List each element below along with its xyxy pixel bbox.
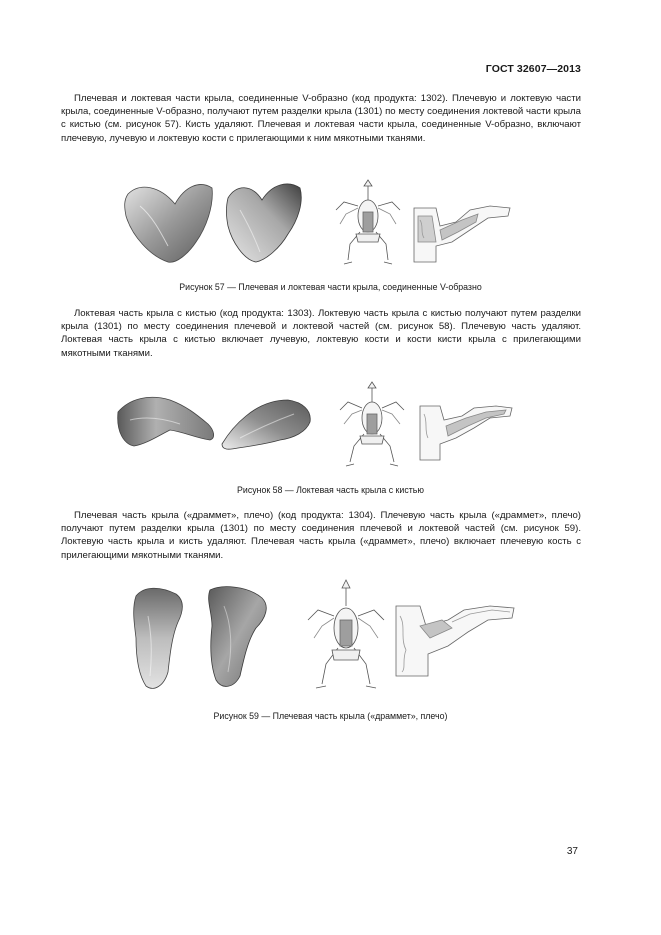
- chicken-skeleton-diagram-58: [340, 382, 404, 466]
- chicken-skeleton-diagram-57: [336, 180, 400, 264]
- figure-59-caption: Рисунок 59 — Плечевая часть крыла («драммет», плечо): [213, 711, 448, 721]
- v-wing-photo-1: [125, 185, 213, 263]
- page-number: 37: [566, 846, 578, 857]
- paragraph-1304: Плечевая часть крыла («драммет», плечо) (код продукта: 1304). Плечевую часть крыла («драммет», плечо) получают путем разделки крыла (1301) по месту соединения плечевой и локтевой частей (см. рисунок 59). Локтевую часть крыла и кисть удаляют. Плечевая часть крыла («драммет», плечо) включает плечевую кость с прилегающими мякотными тканями.: [61, 510, 581, 561]
- chicken-skeleton-diagram-59: [308, 580, 384, 688]
- figure-57-illustration: [0, 176, 661, 276]
- figure-58-images: [0, 380, 661, 476]
- figure-57-caption: Рисунок 57 — Плечевая и локтевая части крыла, соединенные V-образно: [179, 282, 482, 292]
- wing-part-diagram-57: [414, 206, 510, 262]
- figure-58-illustration: [0, 380, 661, 476]
- figure-59-images: [0, 576, 661, 700]
- standard-header: ГОСТ 32607—2013: [485, 63, 581, 75]
- drumette-photo-1: [134, 588, 183, 688]
- figure-59-illustration: [0, 576, 661, 700]
- figure-58-caption: Рисунок 58 — Локтевая часть крыла с кистью: [237, 485, 424, 495]
- forearm-wing-photo-2: [222, 400, 310, 449]
- drumette-photo-2: [209, 587, 267, 687]
- wing-part-diagram-59: [396, 606, 514, 676]
- wing-part-diagram-58: [420, 406, 512, 460]
- paragraph-1303: Локтевая часть крыла с кистью (код продукта: 1303). Локтевую часть крыла с кистью получают путем разделки крыла (1301) по месту соединения плечевой и локтевой частей (см. рисунок 58). Плечевую часть удаляют. Локтевая часть крыла с кистью включает лучевую, локтевую кости и кости кисти крыла с прилегающими мякотными тканями.: [61, 308, 581, 359]
- forearm-wing-photo-1: [118, 397, 214, 446]
- v-wing-photo-2: [227, 184, 302, 262]
- figure-57-images: [0, 176, 661, 276]
- paragraph-1302: Плечевая и локтевая части крыла, соединенные V-образно (код продукта: 1302). Плечевую и локтевую части крыла, соединенные V-образно, получают путем разделки крыла (1301) по месту соединения локтевой части крыла с кистью (см. рисунок 57). Кисть удаляют. Плечевая и локтевая части крыла, соединенные V-образно, включают плечевую, лучевую и локтевую кости с прилегающими к ним мякотными тканями.: [61, 93, 581, 144]
